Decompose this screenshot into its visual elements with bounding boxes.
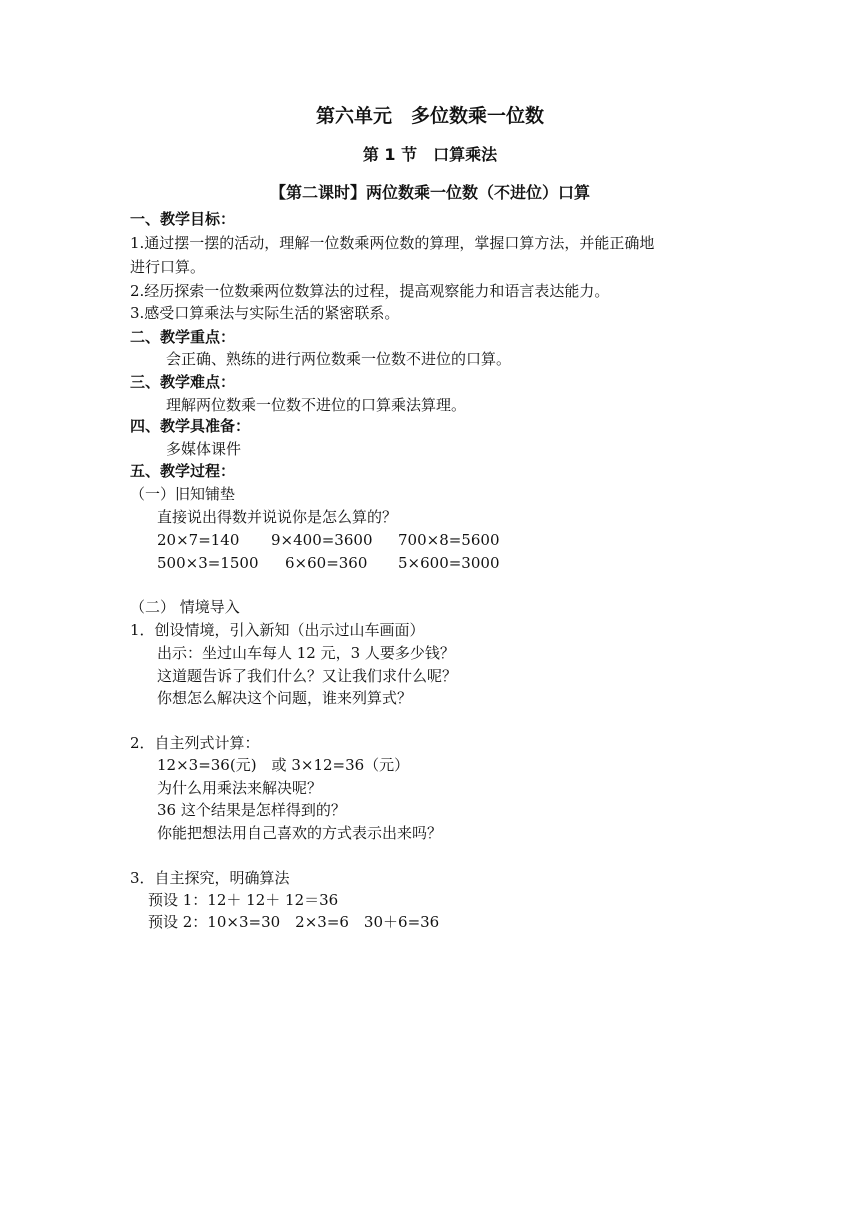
lesson-title: 【第二课时】两位数乘一位数（不进位）口算	[269, 183, 590, 202]
part1-prompt: 直接说出得数并说说你是怎么算的？	[157, 508, 398, 526]
step1-line: 这道题告诉了我们什么？又让我们求什么呢？	[157, 667, 458, 685]
calc-item: 20×7=140	[157, 531, 240, 549]
process-heading: 五、教学过程：	[130, 462, 236, 480]
key-points-text: 会正确、熟练的进行两位数乘一位数不进位的口算。	[166, 350, 512, 368]
step2-line: 你能把想法用自己喜欢的方式表示出来吗？	[157, 824, 443, 842]
difficulties-text: 理解两位数乘一位数不进位的口算乘法算理。	[166, 396, 467, 414]
part2-heading: （二） 情境导入	[130, 598, 240, 616]
step3-line: 预设 2：10×3=30 2×3=6 30＋6=36	[148, 913, 440, 931]
calc-item: 6×60=360	[285, 554, 368, 572]
step1-line: 你想怎么解决这个问题，谁来列算式？	[157, 689, 413, 707]
step2-line: 36 这个结果是怎样得到的？	[157, 801, 346, 819]
materials-text: 多媒体课件	[166, 440, 242, 458]
calc-item: 5×600=3000	[398, 554, 500, 572]
calc-item: 700×8=5600	[398, 531, 500, 549]
difficulties-heading: 三、教学难点：	[130, 373, 236, 391]
step1-line: 出示：坐过山车每人 12 元，3 人要多少钱？	[157, 644, 455, 662]
step3-title: 3．自主探究，明确算法	[130, 869, 290, 887]
section-title: 第 1 节 口算乘法	[362, 145, 498, 164]
goals-item: 进行口算。	[130, 258, 206, 276]
part1-heading: （一）旧知铺垫	[130, 485, 236, 503]
key-points-heading: 二、教学重点：	[130, 328, 236, 346]
goals-item: 2.经历探索一位数乘两位数算法的过程，提高观察能力和语言表达能力。	[130, 282, 610, 300]
goals-heading: 一、教学目标：	[130, 210, 236, 228]
step2-title: 2．自主列式计算：	[130, 734, 260, 752]
step3-line: 预设 1：12＋ 12＋ 12＝36	[148, 891, 339, 909]
calc-item: 9×400=3600	[271, 531, 373, 549]
materials-heading: 四、教学具准备：	[130, 417, 251, 435]
step2-line: 为什么用乘法来解决呢？	[157, 779, 323, 797]
unit-title: 第六单元 多位数乘一位数	[315, 105, 544, 127]
step2-line: 12×3=36(元) 或 3×12=36（元）	[157, 756, 410, 774]
calc-item: 500×3=1500	[157, 554, 259, 572]
goals-item: 3.感受口算乘法与实际生活的紧密联系。	[130, 304, 400, 322]
step1-title: 1．创设情境，引入新知（出示过山车画面）	[130, 621, 425, 639]
goals-item: 1.通过摆一摆的活动，理解一位数乘两位数的算理，掌握口算方法，并能正确地	[130, 234, 655, 252]
